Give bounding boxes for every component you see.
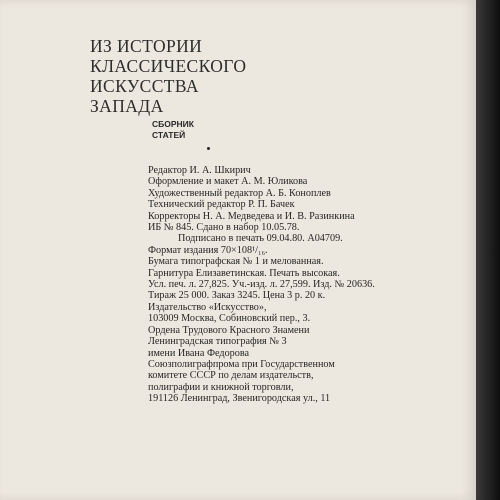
imprint-format: Формат издания 70×108¹/₁₆. (148, 244, 268, 256)
imprint-block (148, 165, 375, 405)
imprint-city: 191126 Ленинград, Звенигородская ул., 11 (148, 393, 331, 405)
imprint-signed: Подписано в печать 09.04.80. А04709. (178, 233, 343, 245)
imprint-typeface: Гарнитура Елизаветинская. Печать высокая. (148, 267, 340, 279)
imprint-sheets: Усл. печ. л. 27,825. Уч.-изд. л. 27,599. Изд. № 20636. (148, 279, 375, 291)
imprint-proofreaders: Корректоры Н. А. Медведева и И. В. Разинкина (148, 210, 355, 222)
title-line: ЗАПАДА (90, 96, 164, 116)
imprint-trade: полиграфии и книжной торговли, (148, 381, 294, 393)
imprint-editor: Редактор И. А. Шкирич (148, 165, 251, 176)
dot-mark (207, 147, 210, 150)
book-subtitle (152, 119, 194, 141)
subtitle-line: СБОРНИК (152, 119, 194, 129)
imprint-committee: комитете СССР по делам издательств, (148, 370, 314, 382)
imprint-printery: Ленинградская типография № 3 (148, 336, 287, 348)
title-line: ИСКУССТВА (90, 76, 199, 96)
imprint-named: имени Ивана Федорова (148, 347, 250, 359)
title-line: ИЗ ИСТОРИИ (90, 36, 203, 56)
book-title (90, 36, 246, 116)
imprint-paper: Бумага типографская № 1 и мелованная. (148, 256, 324, 268)
imprint-ib: ИБ № 845. Сдано в набор 10.05.78. (148, 222, 300, 234)
subtitle-line: СТАТЕЙ (152, 130, 186, 140)
imprint-tech-editor: Технический редактор Р. П. Бачек (148, 199, 295, 211)
imprint-run: Тираж 25 000. Заказ 3245. Цена 3 р. 20 к. (148, 290, 326, 302)
imprint-art-editor: Художественный редактор А. Б. Коноплев (148, 187, 331, 199)
imprint-address: 103009 Москва, Собиновский пер., 3. (148, 313, 311, 325)
imprint-design: Оформление и макет А. М. Юликова (148, 176, 308, 188)
imprint-union: Союзполиграфпрома при Государственном (148, 358, 335, 370)
imprint-order: Ордена Трудового Красного Знамени (148, 324, 310, 336)
title-line: КЛАССИЧЕСКОГО (90, 56, 247, 76)
imprint-publisher: Издательство «Искусство», (148, 301, 267, 313)
book-binding-edge (476, 0, 500, 500)
